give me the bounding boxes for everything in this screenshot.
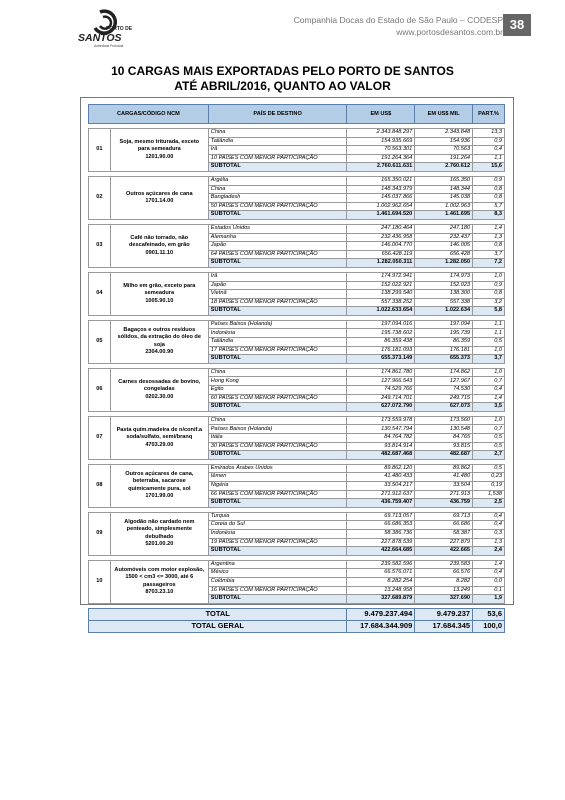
value-usd: 89.862.120 — [347, 464, 415, 473]
table-totals — [89, 603, 505, 632]
share-percent: 0,5 — [473, 442, 505, 451]
value-usd: 656.428.119 — [347, 250, 415, 259]
value-usd-mil: 173.560 — [415, 416, 473, 425]
subtotal-label: SUBTOTAL — [208, 355, 347, 364]
value-usd: 69.713.057 — [347, 512, 415, 521]
value-usd-mil: 1.461.695 — [415, 211, 473, 220]
total-usd-mil: 9.479.237 — [415, 608, 473, 620]
destination-country: 66 PAÍSES COM MENOR PARTICIPAÇÃO — [208, 490, 347, 499]
table-row — [89, 176, 505, 185]
value-usd: 249.714.701 — [347, 394, 415, 403]
value-usd-mil: 232.437 — [415, 233, 473, 242]
value-usd: 84.764.782 — [347, 434, 415, 443]
share-percent: 1,0 — [473, 368, 505, 377]
value-usd: 627.072.790 — [347, 403, 415, 412]
cargo-number: 10 — [89, 560, 111, 603]
cargo-number: 08 — [89, 464, 111, 507]
share-percent: 7,2 — [473, 259, 505, 268]
cargo-description-line: Bagaços e outros resíduos — [123, 327, 196, 334]
cargo-description — [110, 464, 208, 507]
col-header-usd: EM US$ — [347, 105, 415, 124]
value-usd: 227.878.539 — [347, 538, 415, 547]
cargo-number: 03 — [89, 224, 111, 267]
share-percent: 0,9 — [473, 176, 505, 185]
destination-country: China — [208, 368, 347, 377]
share-percent: 2,5 — [473, 499, 505, 508]
destination-country: China — [208, 185, 347, 194]
cargo-description-line: congeladas — [143, 386, 175, 393]
subtotal-label: SUBTOTAL — [208, 451, 347, 460]
value-usd: 1.282.050.311 — [347, 259, 415, 268]
cargo-description-line: Algodão não cardado nem — [124, 518, 195, 525]
share-percent: 1,4 — [473, 224, 505, 233]
table-row — [89, 464, 505, 473]
share-percent: 1,1 — [473, 329, 505, 338]
value-usd-mil: 176.181 — [415, 346, 473, 355]
subtotal-label: SUBTOTAL — [208, 307, 347, 316]
share-percent: 0,23 — [473, 473, 505, 482]
title-line-1: 10 CARGAS MAIS EXPORTADAS PELO PORTO DE SANTOS — [111, 64, 454, 78]
value-usd: 66.686.353 — [347, 521, 415, 530]
share-percent: 0,4 — [473, 569, 505, 578]
value-usd-mil: 146.005 — [415, 242, 473, 251]
value-usd: 138.299.540 — [347, 290, 415, 299]
table-body — [89, 124, 505, 604]
cargo-description-line: Café não torrado, não — [130, 234, 189, 241]
value-usd: 1.002.962.654 — [347, 202, 415, 211]
share-percent: 3,2 — [473, 298, 505, 307]
share-percent: 1,0 — [473, 416, 505, 425]
cargo-number: 04 — [89, 272, 111, 315]
value-usd: 327.689.879 — [347, 595, 415, 604]
value-usd-mil: 247.180 — [415, 224, 473, 233]
value-usd-mil: 148.344 — [415, 185, 473, 194]
value-usd-mil: 152.023 — [415, 281, 473, 290]
destination-country: Irã — [208, 272, 347, 281]
value-usd-mil: 195.739 — [415, 329, 473, 338]
cargo-description-line: 1500 < cm3 <= 3000, até 6 — [125, 574, 194, 581]
destination-country: Bangladesh — [208, 194, 347, 203]
value-usd: 74.529.766 — [347, 386, 415, 395]
destination-country: Japão — [208, 281, 347, 290]
destination-country: Vietnã — [208, 290, 347, 299]
cargo-description-line: descafeinado, em grão — [129, 242, 190, 249]
value-usd: 152.022.921 — [347, 281, 415, 290]
destination-country: Argélia — [208, 176, 347, 185]
value-usd-mil: 1.282.050 — [415, 259, 473, 268]
value-usd-mil: 627.073 — [415, 403, 473, 412]
total-geral-label: TOTAL GERAL — [89, 620, 347, 632]
destination-country: 10 PAÍSES COM MENOR PARTICIPAÇÃO — [208, 154, 347, 163]
total-label: TOTAL — [89, 608, 347, 620]
value-usd: 422.664.685 — [347, 547, 415, 556]
value-usd: 8.282.254 — [347, 577, 415, 586]
share-percent: 0,4 — [473, 386, 505, 395]
cargo-description-line: Automóveis com motor explosão, — [114, 566, 205, 573]
share-percent: 1,0 — [473, 346, 505, 355]
value-usd-mil: 239.583 — [415, 560, 473, 569]
title-line-2: ATÉ ABRIL/2016, QUANTO AO VALOR — [174, 79, 391, 93]
destination-country: Hong Kong — [208, 377, 347, 386]
share-percent: 2,7 — [473, 451, 505, 460]
value-usd-mil: 127.967 — [415, 377, 473, 386]
value-usd-mil: 1.022.634 — [415, 307, 473, 316]
cargo-description-line: 5201.00.20 — [145, 541, 174, 548]
share-percent: 5,8 — [473, 307, 505, 316]
share-percent: 0,4 — [473, 146, 505, 155]
share-percent: 0,7 — [473, 377, 505, 386]
cargo-description-line: 0202.30.00 — [145, 393, 174, 400]
cargo-description-line: Outros açúcares de cana, — [125, 470, 194, 477]
total-geral-row — [89, 620, 505, 632]
table-row — [89, 320, 505, 329]
share-percent: 0,5 — [473, 434, 505, 443]
share-percent: 3,7 — [473, 250, 505, 259]
share-percent: 1,4 — [473, 560, 505, 569]
cargo-description-line: Pasta quím.madeira de n/conif.a — [116, 426, 203, 433]
table-row — [89, 224, 505, 233]
table-row — [89, 416, 505, 425]
page-title — [0, 64, 565, 94]
value-usd: 173.559.978 — [347, 416, 415, 425]
cargo-number: 01 — [89, 129, 111, 172]
subtotal-label: SUBTOTAL — [208, 259, 347, 268]
subtotal-label: SUBTOTAL — [208, 163, 347, 172]
share-percent: 0,19 — [473, 481, 505, 490]
share-percent: 0,4 — [473, 512, 505, 521]
share-percent: 15,6 — [473, 163, 505, 172]
destination-country: Japão — [208, 242, 347, 251]
cargo-description — [110, 272, 208, 315]
cargo-number: 02 — [89, 176, 111, 219]
value-usd-mil: 93.815 — [415, 442, 473, 451]
value-usd-mil: 84.765 — [415, 434, 473, 443]
value-usd-mil: 165.350 — [415, 176, 473, 185]
value-usd-mil: 8.282 — [415, 577, 473, 586]
cargo-description-line: 1005.90.10 — [145, 297, 174, 304]
share-percent: 0,8 — [473, 194, 505, 203]
total-geral-usd: 17.684.344.909 — [347, 620, 415, 632]
cargo-description-line: 1201.90.00 — [145, 153, 174, 160]
value-usd: 557.338.252 — [347, 298, 415, 307]
table-row — [89, 368, 505, 377]
value-usd-mil: 70.563 — [415, 146, 473, 155]
share-percent: 2,4 — [473, 547, 505, 556]
value-usd-mil: 66.576 — [415, 569, 473, 578]
value-usd: 1.022.633.654 — [347, 307, 415, 316]
company-name: Companhia Docas do Estado de São Paulo – CODESP — [293, 15, 503, 25]
total-usd: 9.479.237.494 — [347, 608, 415, 620]
cargo-description-line: 0901.11.10 — [145, 249, 174, 256]
total-geral-usd-mil: 17.684.345 — [415, 620, 473, 632]
cargo-description-line: Soja, mesmo triturada, exceto — [119, 138, 200, 145]
value-usd-mil: 2.760.612 — [415, 163, 473, 172]
destination-country: Países Baixos (Holanda) — [208, 425, 347, 434]
share-percent: 1,1 — [473, 154, 505, 163]
value-usd-mil: 130.548 — [415, 425, 473, 434]
destination-country: Países Baixos (Holanda) — [208, 320, 347, 329]
cargo-description — [110, 320, 208, 363]
col-header-pais: PAÍS DE DESTINO — [208, 105, 347, 124]
cargo-description-line: Carnes desossadas de bovino, — [118, 378, 201, 385]
destination-country: Irã — [208, 146, 347, 155]
destination-country: Indonésia — [208, 529, 347, 538]
cargo-description-line: debulhado — [145, 533, 174, 540]
cargo-description-line: quimicamente pura, sol — [128, 485, 191, 492]
destination-country: Alemanha — [208, 233, 347, 242]
cargo-description-line: penteado, simplesmente — [126, 526, 192, 533]
value-usd-mil: 191.264 — [415, 154, 473, 163]
share-percent: 0,5 — [473, 464, 505, 473]
share-percent: 1,1 — [473, 320, 505, 329]
value-usd: 436.759.407 — [347, 499, 415, 508]
value-usd-mil: 174.862 — [415, 368, 473, 377]
cargo-number: 07 — [89, 416, 111, 459]
table-row — [89, 272, 505, 281]
total-part: 53,6 — [473, 608, 505, 620]
share-percent: 0,5 — [473, 338, 505, 347]
subtotal-label: SUBTOTAL — [208, 547, 347, 556]
destination-country: Colômbia — [208, 577, 347, 586]
share-percent: 0,4 — [473, 521, 505, 530]
value-usd-mil: 327.690 — [415, 595, 473, 604]
cargo-description-line: 1701.99.00 — [145, 493, 174, 500]
destination-country: Turquia — [208, 512, 347, 521]
destination-country: China — [208, 129, 347, 138]
value-usd-mil: 422.665 — [415, 547, 473, 556]
cargo-description-line: 4703.29.00 — [145, 441, 174, 448]
value-usd-mil: 66.686 — [415, 521, 473, 530]
destination-country: 17 PAÍSES COM MENOR PARTICIPAÇÃO — [208, 346, 347, 355]
destination-country: 64 PAÍSES COM MENOR PARTICIPAÇÃO — [208, 250, 347, 259]
value-usd: 482.687.468 — [347, 451, 415, 460]
value-usd-mil: 138.300 — [415, 290, 473, 299]
value-usd: 127.966.543 — [347, 377, 415, 386]
destination-country: China — [208, 416, 347, 425]
logo-top-text: PORTO DE — [106, 26, 133, 32]
total-geral-part: 100,0 — [473, 620, 505, 632]
cargo-description — [110, 416, 208, 459]
destination-country: 30 PAÍSES COM MENOR PARTICIPAÇÃO — [208, 442, 347, 451]
cargo-number: 06 — [89, 368, 111, 411]
logo-tag-text: Autoridade Portuária — [94, 44, 124, 48]
destination-country: Tailândia — [208, 137, 347, 146]
value-usd: 146.004.770 — [347, 242, 415, 251]
port-logo-icon — [72, 8, 144, 50]
value-usd-mil: 249.715 — [415, 394, 473, 403]
share-percent: 0,8 — [473, 290, 505, 299]
share-percent: 0,9 — [473, 137, 505, 146]
value-usd: 174.972.941 — [347, 272, 415, 281]
value-usd-mil: 13.249 — [415, 586, 473, 595]
value-usd-mil: 69.713 — [415, 512, 473, 521]
value-usd: 195.738.602 — [347, 329, 415, 338]
value-usd: 70.563.301 — [347, 146, 415, 155]
destination-country: Nigéria — [208, 481, 347, 490]
value-usd: 239.582.596 — [347, 560, 415, 569]
value-usd: 176.181.093 — [347, 346, 415, 355]
cargo-description — [110, 560, 208, 603]
cargo-description — [110, 176, 208, 219]
table-header — [89, 105, 505, 124]
value-usd: 2.343.848.297 — [347, 129, 415, 138]
share-percent: 0,9 — [473, 281, 505, 290]
cargo-description-line: beterraba, sacarose — [132, 478, 186, 485]
value-usd: 655.373.149 — [347, 355, 415, 364]
subtotal-label: SUBTOTAL — [208, 595, 347, 604]
cargo-description — [110, 224, 208, 267]
share-percent: 0,8 — [473, 242, 505, 251]
value-usd: 191.264.364 — [347, 154, 415, 163]
value-usd: 93.814.914 — [347, 442, 415, 451]
value-usd-mil: 154.936 — [415, 137, 473, 146]
destination-country: Coreia do Sul — [208, 521, 347, 530]
destination-country: Egito — [208, 386, 347, 395]
destination-country: 18 PAÍSES COM MENOR PARTICIPAÇÃO — [208, 298, 347, 307]
destination-country: México — [208, 569, 347, 578]
value-usd: 2.760.611.631 — [347, 163, 415, 172]
value-usd: 33.504.217 — [347, 481, 415, 490]
value-usd: 86.359.438 — [347, 338, 415, 347]
cargo-description-line: passageiros — [142, 581, 176, 588]
value-usd: 1.461.694.520 — [347, 211, 415, 220]
value-usd-mil: 436.759 — [415, 499, 473, 508]
value-usd: 13.248.958 — [347, 586, 415, 595]
logo — [72, 8, 144, 50]
cargo-description-line: soja — [153, 341, 165, 348]
share-percent: 0,1 — [473, 586, 505, 595]
share-percent: 0,8 — [473, 185, 505, 194]
destination-country: 19 PAÍSES COM MENOR PARTICIPAÇÃO — [208, 538, 347, 547]
value-usd-mil: 655.373 — [415, 355, 473, 364]
share-percent: 8,3 — [473, 211, 505, 220]
cargo-description-line: semeadura — [144, 290, 175, 297]
subtotal-label: SUBTOTAL — [208, 403, 347, 412]
page-number: 38 — [503, 14, 531, 36]
destination-country: Itália — [208, 434, 347, 443]
subtotal-label: SUBTOTAL — [208, 211, 347, 220]
value-usd-mil: 74.530 — [415, 386, 473, 395]
subtotal-label: SUBTOTAL — [208, 499, 347, 508]
cargo-description-line: 2304.00.90 — [145, 349, 174, 356]
table-row — [89, 560, 505, 569]
value-usd: 66.576.071 — [347, 569, 415, 578]
value-usd-mil: 197.094 — [415, 320, 473, 329]
share-percent: 1,538 — [473, 490, 505, 499]
value-usd: 130.547.794 — [347, 425, 415, 434]
cargo-description-line: Milho em grão, exceto para — [123, 282, 196, 289]
value-usd: 58.386.736 — [347, 529, 415, 538]
value-usd: 154.935.669 — [347, 137, 415, 146]
share-percent: 1,0 — [473, 272, 505, 281]
cargo-description-line: para semeadura — [137, 146, 181, 153]
destination-country: 60 PAÍSES COM MENOR PARTICIPAÇÃO — [208, 394, 347, 403]
share-percent: 0,0 — [473, 577, 505, 586]
value-usd: 271.912.637 — [347, 490, 415, 499]
destination-country: 16 PAÍSES COM MENOR PARTICIPAÇÃO — [208, 586, 347, 595]
share-percent: 1,9 — [473, 595, 505, 604]
share-percent: 1,3 — [473, 538, 505, 547]
header-info — [294, 14, 503, 38]
value-usd-mil: 482.687 — [415, 451, 473, 460]
value-usd: 197.094.016 — [347, 320, 415, 329]
value-usd: 247.180.464 — [347, 224, 415, 233]
destination-country: Argentina — [208, 560, 347, 569]
value-usd-mil: 41.480 — [415, 473, 473, 482]
share-percent: 1,4 — [473, 394, 505, 403]
exports-table — [88, 104, 505, 633]
destination-country: Tailândia — [208, 338, 347, 347]
cargo-description-line: 1701.14.00 — [145, 197, 174, 204]
destination-country: Estados Unidos — [208, 224, 347, 233]
table-row — [89, 512, 505, 521]
destination-country: 50 PAÍSES COM MENOR PARTICIPAÇÃO — [208, 202, 347, 211]
destination-country: Iêmen — [208, 473, 347, 482]
col-header-usd-mil: EM US$ MIL — [415, 105, 473, 124]
share-percent: 3,7 — [473, 355, 505, 364]
value-usd-mil: 86.359 — [415, 338, 473, 347]
value-usd-mil: 58.387 — [415, 529, 473, 538]
total-row — [89, 608, 505, 620]
destination-country: Emirados Árabes Unidos — [208, 464, 347, 473]
value-usd-mil: 2.343.848 — [415, 129, 473, 138]
value-usd: 41.480.433 — [347, 473, 415, 482]
value-usd-mil: 33.504 — [415, 481, 473, 490]
value-usd-mil: 174.973 — [415, 272, 473, 281]
value-usd-mil: 656.428 — [415, 250, 473, 259]
cargo-description — [110, 129, 208, 172]
value-usd: 232.436.958 — [347, 233, 415, 242]
value-usd-mil: 145.038 — [415, 194, 473, 203]
cargo-number: 05 — [89, 320, 111, 363]
destination-country: Indonésia — [208, 329, 347, 338]
share-percent: 1,3 — [473, 233, 505, 242]
logo-main-text: SANTOS — [78, 32, 122, 44]
value-usd-mil: 557.338 — [415, 298, 473, 307]
value-usd: 165.350.021 — [347, 176, 415, 185]
value-usd: 174.861.780 — [347, 368, 415, 377]
share-percent: 0,3 — [473, 529, 505, 538]
cargo-description — [110, 368, 208, 411]
share-percent: 13,3 — [473, 129, 505, 138]
share-percent: 3,5 — [473, 403, 505, 412]
share-percent: 0,7 — [473, 425, 505, 434]
cargo-description-line: 8703.23.10 — [145, 589, 174, 596]
table-row — [89, 129, 505, 138]
value-usd-mil: 89.862 — [415, 464, 473, 473]
cargo-description-line: sólidos, da extração do óleo de — [117, 334, 201, 341]
share-percent: 5,7 — [473, 202, 505, 211]
col-header-cargas: CARGAS/CÓDIGO NCM — [89, 105, 209, 124]
value-usd: 148.343.979 — [347, 185, 415, 194]
value-usd-mil: 227.879 — [415, 538, 473, 547]
cargo-description — [110, 512, 208, 555]
value-usd-mil: 271.913 — [415, 490, 473, 499]
website: www.portosdesantos.com.br — [396, 27, 503, 37]
value-usd-mil: 1.002.963 — [415, 202, 473, 211]
cargo-description-line: soda/sulfato, semi/branq — [126, 434, 193, 441]
col-header-part: PART.% — [473, 105, 505, 124]
cargo-description-line: Outros açúcares de cana — [126, 190, 193, 197]
value-usd: 145.037.866 — [347, 194, 415, 203]
cargo-number: 09 — [89, 512, 111, 555]
